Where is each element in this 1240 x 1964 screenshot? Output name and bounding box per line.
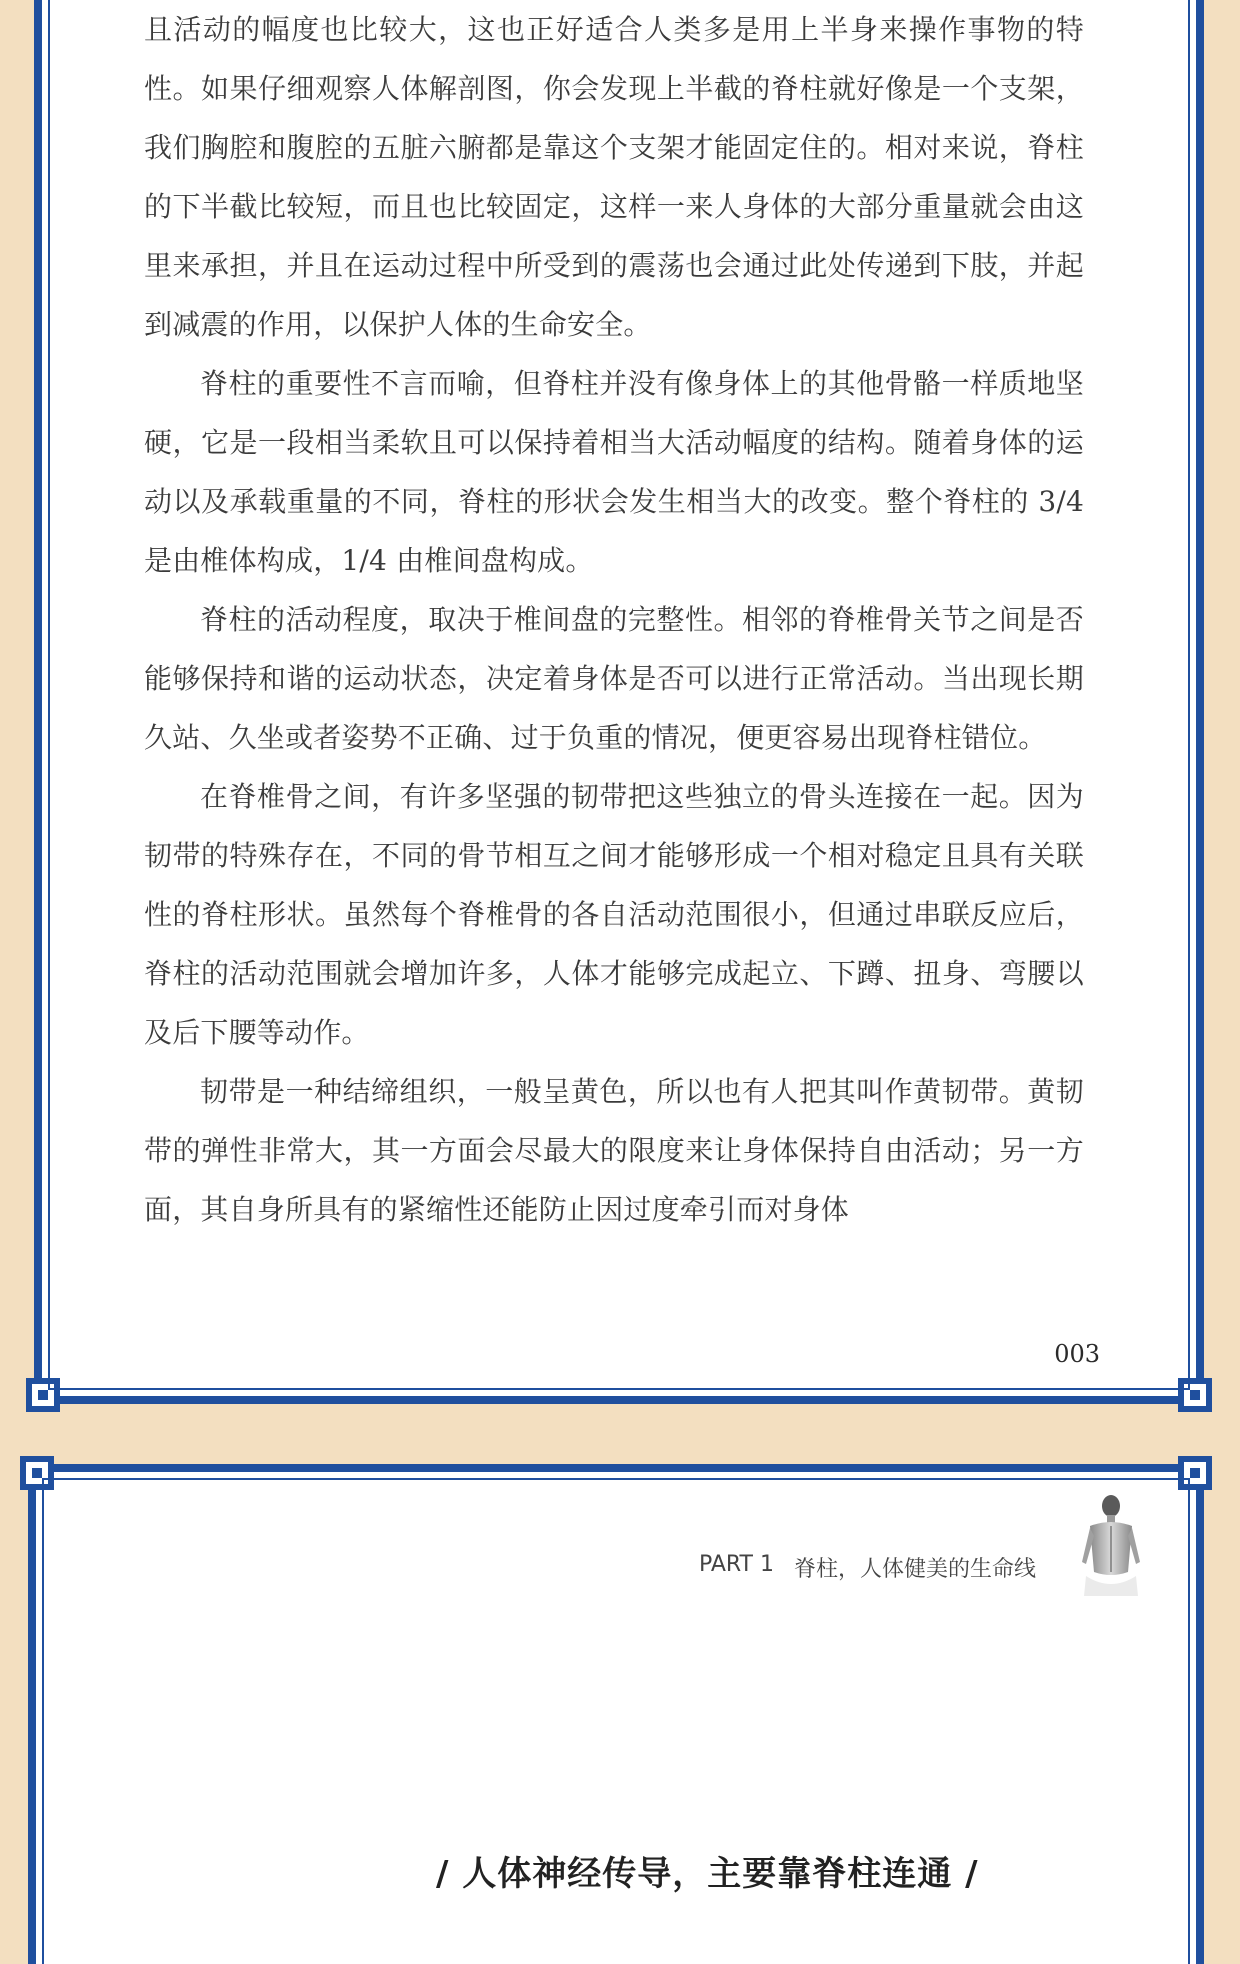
header-title: 脊柱，人体健美的生命线 [793, 1557, 1036, 1582]
frame-corner-top-left [20, 1456, 54, 1490]
header-part-label: PART 1 [698, 1552, 774, 1577]
frame-corner-top-right [1178, 1456, 1212, 1490]
paragraph-3: 脊柱的活动程度，取决于椎间盘的完整性。相邻的脊椎骨关节之间是否能够保持和谐的运动状态，决定着身体是否可以进行正常活动。当出现长期久站、久坐或者姿势不正确、过于负重的情况，便更容易出现脊柱错位。 [144, 603, 1084, 754]
paragraph-5: 韧带是一种结缔组织，一般呈黄色，所以也有人把其叫作黄韧带。黄韧带的弹性非常大，其一方面会尽最大的限度来让身体保持自由活动；另一方面，其自身所具有的紧缩性还能防止因过度牵引而对身体 [144, 1075, 1084, 1226]
frame-corner-bottom-left [26, 1378, 60, 1412]
book-page-next [28, 1464, 1204, 1964]
section-heading: / 人体神经传导，主要靠脊柱连通 / [436, 1854, 979, 1894]
book-page-003 [34, 0, 1204, 1404]
human-back-figure-icon [1076, 1492, 1146, 1602]
page-number: 003 [1054, 1340, 1100, 1368]
running-header [699, 1552, 1036, 1583]
paragraph-1: 且活动的幅度也比较大，这也正好适合人类多是用上半身来操作事物的特性。如果仔细观察人体解剖图，你会发现上半截的脊柱就好像是一个支架，我们胸腔和腹腔的五脏六腑都是靠这个支架才能固定住的。相对来说，脊柱的下半截比较短，而且也比较固定，这样一来人身体的大部分重量就会由这里来承担，并且在运动过程中所受到的震荡也会通过此处传递到下肢，并起到减震的作用，以保护人体的生命安全。 [144, 13, 1084, 341]
paragraph-4: 在脊椎骨之间，有许多坚强的韧带把这些独立的骨头连接在一起。因为韧带的特殊存在，不同的骨节相互之间才能够形成一个相对稳定且具有关联性的脊柱形状。虽然每个脊椎骨的各自活动范围很小，但通过串联反应后，脊柱的活动范围就会增加许多，人体才能够完成起立、下蹲、扭身、弯腰以及后下腰等动作。 [144, 780, 1084, 1049]
frame-corner-bottom-right [1178, 1378, 1212, 1412]
body-text [144, 0, 1084, 1239]
paragraph-2: 脊柱的重要性不言而喻，但脊柱并没有像身体上的其他骨骼一样质地坚硬，它是一段相当柔软且可以保持着相当大活动幅度的结构。随着身体的运动以及承载重量的不同，脊柱的形状会发生相当大的改变。整个脊柱的 3/4 是由椎体构成，1/4 由椎间盘构成。 [144, 367, 1084, 577]
